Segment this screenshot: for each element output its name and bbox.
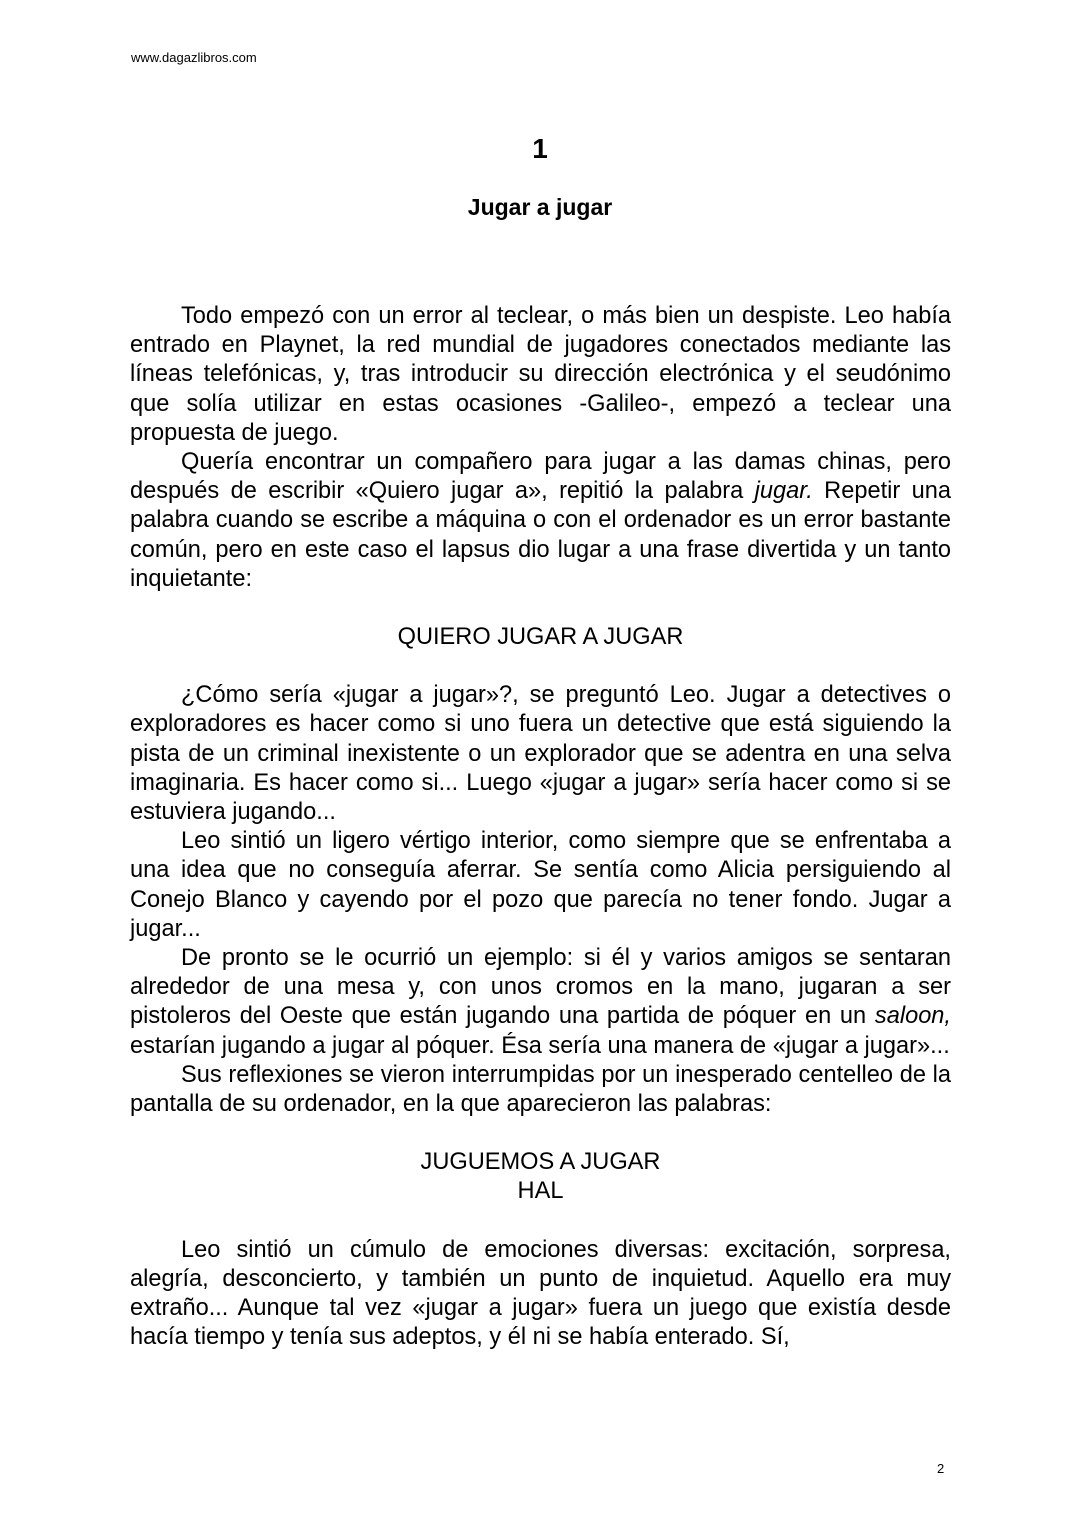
paragraph-7: Leo sintió un cúmulo de emociones diversas: excitación, sorpresa, alegría, desconcierto, y también un punto de inquietud. Aquello era muy extraño... Aunque tal vez «jugar a jugar» fuera un juego que existía desde hacía tiempo y tenía sus adeptos, y él ni se había enterado. Sí, xyxy=(130,1236,951,1351)
paragraph-5 xyxy=(130,944,951,1061)
screen-message-1: QUIERO JUGAR A JUGAR xyxy=(397,624,684,651)
paragraph-2-text-b: Repetir una palabra cuando se escribe a máquina o con el ordenador es un error bastante común, pero en este caso el lapsus dio lugar a una frase divertida y un tanto inquietante: xyxy=(130,478,951,592)
screen-message-2-signature: HAL xyxy=(517,1178,564,1205)
paragraph-1: Todo empezó con un error al teclear, o más bien un despiste. Leo había entrado en Playnet, la red mundial de jugadores conectados mediante las líneas telefónicas, y, tras introducir su dirección electrónica y el seudónimo que solía utilizar en estas ocasiones -Galileo-, empezó a teclear una propuesta de juego. xyxy=(130,303,951,446)
paragraph-5-text-b: estarían jugando a jugar al póquer. Ésa sería una manera de «jugar a jugar»... xyxy=(130,1032,950,1059)
paragraph-4: Leo sintió un ligero vértigo interior, como siempre que se enfrentaba a una idea que no conseguía aferrar. Se sentía como Alicia persiguiendo al Conejo Blanco y cayendo por el pozo que parecía no tener fondo. Jugar a jugar... xyxy=(130,828,951,942)
page-number: 2 xyxy=(937,1461,945,1476)
chapter-title: Jugar a jugar xyxy=(467,194,613,220)
screen-message-2-line-1: JUGUEMOS A JUGAR xyxy=(420,1149,661,1176)
screen-message-2 xyxy=(130,1148,951,1206)
site-url: www.dagazlibros.com xyxy=(131,50,257,65)
paragraph-5-italic: saloon, xyxy=(874,1003,951,1030)
chapter-number: 1 xyxy=(532,133,548,164)
paragraph-3: ¿Cómo sería «jugar a jugar»?, se preguntó Leo. Jugar a detectives o exploradores es hacer como si uno fuera un detective que está siguiendo la pista de un criminal inexistente o un explorador que se adentra en una selva imaginaria. Es hacer como si... Luego «jugar a jugar» sería hacer como si se estuviera jugando... xyxy=(130,682,951,826)
paragraph-6: Sus reflexiones se vieron interrumpidas por un inesperado centelleo de la pantalla de su ordenador, en la que aparecieron las palabras: xyxy=(130,1061,951,1118)
paragraph-5-text-a: De pronto se le ocurrió un ejemplo: si él y varios amigos se sentaran alrededor de una mesa y, con unos cromos en la mano, jugaran a ser pistoleros del Oeste que están jugando una partida de póquer en un xyxy=(130,945,951,1030)
paragraph-2 xyxy=(130,448,951,594)
paragraph-2-italic: jugar. xyxy=(754,478,813,505)
chapter-body xyxy=(130,302,951,1353)
paragraph-2-text-a: Quería encontrar un compañero para jugar a las damas chinas, pero después de escribir «Quiero jugar a», repitió la palabra xyxy=(130,449,951,505)
